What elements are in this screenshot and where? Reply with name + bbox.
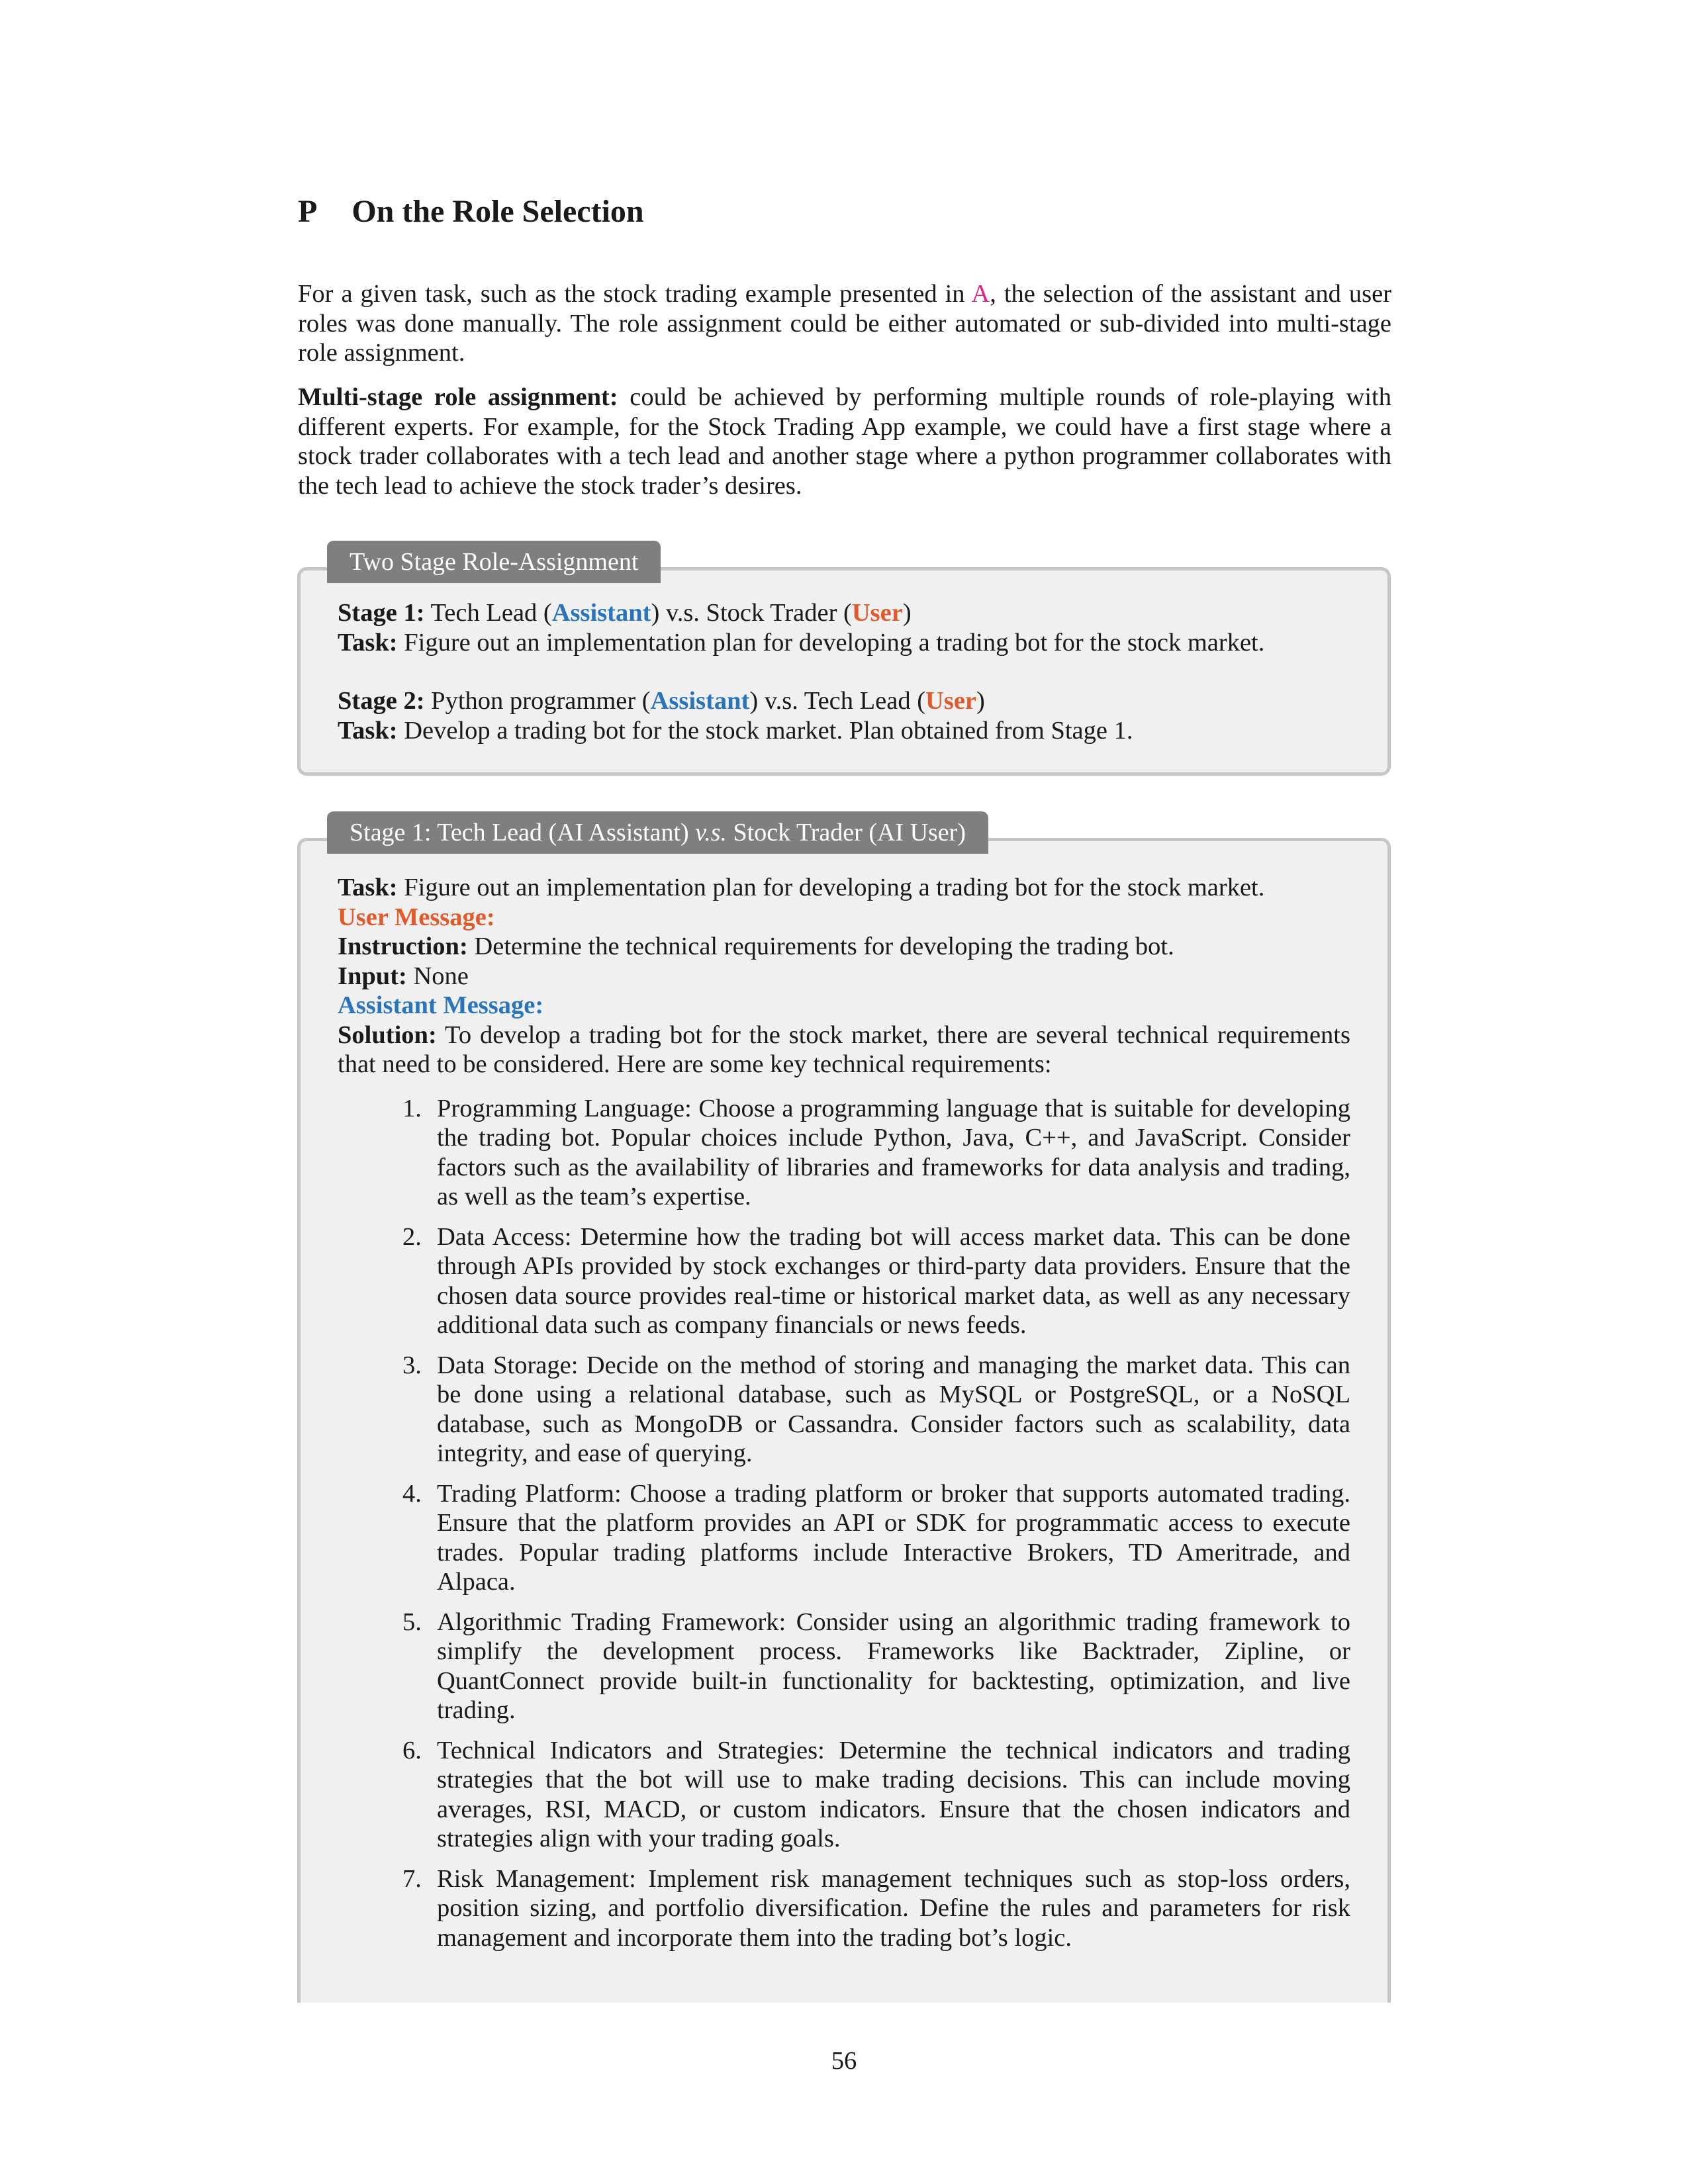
stage2-line bbox=[338, 686, 1350, 716]
input-label: Input: bbox=[338, 962, 407, 990]
list-item bbox=[402, 1479, 1350, 1597]
stage2-vs: ) v.s. Tech Lead ( bbox=[749, 687, 926, 715]
user-message-heading: User Message: bbox=[338, 903, 495, 931]
list-item bbox=[402, 1608, 1350, 1725]
stage2-close: ) bbox=[976, 687, 985, 715]
list-item-number: 7. bbox=[402, 1864, 422, 1893]
list-item-number: 5. bbox=[402, 1608, 422, 1636]
dialogue-task-label: Task: bbox=[338, 874, 398, 901]
intro-text-end: , the selection of the assistant and user roles was done manually. The role assignment could be either automated or sub-divided into multi-stage role assignment. bbox=[298, 280, 1391, 367]
list-item-number: 4. bbox=[402, 1479, 422, 1508]
dialogue-task bbox=[338, 873, 1350, 903]
stage1-assistant: Assistant bbox=[551, 599, 651, 627]
input-text: None bbox=[406, 962, 469, 990]
stage1-task-label: Task: bbox=[338, 628, 398, 657]
stage2-assistant: Assistant bbox=[650, 687, 750, 715]
stage1-role-a: Tech Lead ( bbox=[424, 599, 552, 627]
list-item-text: Data Access: Determine how the trading bot will access market data. This can be done through APIs provided by stock exchanges or third-party data providers. Ensure that the chosen data source provides real-time or historical market data, as well as any necessary additional data such as company financials or news feeds. bbox=[437, 1222, 1350, 1339]
stage1-task-text: Figure out an implementation plan for developing a trading bot for the stock market. bbox=[397, 628, 1265, 657]
stage1-user: User bbox=[851, 599, 903, 627]
list-item-text: Trading Platform: Choose a trading platform or broker that supports automated trading. Ensure that the platform provides an API or SDK for programmatic access to execute trades. Popular trading platforms include Interactive Brokers, TD Ameritrade, and Alpaca. bbox=[437, 1479, 1350, 1596]
intro-paragraph bbox=[298, 279, 1391, 368]
list-item-text: Risk Management: Implement risk management techniques such as stop-loss orders, position sizing, and portfolio diversification. Define the rules and parameters for risk management and incorporate them into the trading bot’s logic. bbox=[437, 1864, 1350, 1952]
section-title: On the Role Selection bbox=[352, 194, 644, 229]
stage2-task bbox=[338, 716, 1350, 746]
two-stage-box-title: Two Stage Role-Assignment bbox=[327, 541, 661, 583]
list-item-number: 3. bbox=[402, 1351, 422, 1379]
solution-line bbox=[338, 1021, 1350, 1079]
multistage-text: could be achieved by performing multiple rounds of role-playing with different experts. For example, for the Stock Trading App example, we could have a first stage where a stock trader collaborates with a tech lead and another stage where a python programmer collaborates with the tech lead to achieve the stock trader’s desires. bbox=[298, 383, 1392, 500]
section-heading bbox=[298, 193, 644, 230]
requirements-list bbox=[338, 1094, 1350, 1953]
list-item-text: Data Storage: Decide on the method of storing and managing the market data. This can be done using a relational database, such as MySQL or PostgreSQL, or a NoSQL database, such as MongoDB or Cassandra. Consider factors such as scalability, data integrity, and ease of querying. bbox=[437, 1351, 1350, 1467]
input-line bbox=[338, 962, 1350, 991]
two-stage-box-body bbox=[338, 598, 1350, 745]
stage2-user: User bbox=[925, 687, 976, 715]
box2-title-vs: v.s. bbox=[695, 819, 727, 846]
list-item bbox=[402, 1736, 1350, 1854]
stage1-close: ) bbox=[902, 599, 912, 627]
solution-text: To develop a trading bot for the stock market, there are several technical requirements that need to be considered. Here are some key technical requirements: bbox=[338, 1021, 1350, 1078]
box2-title-b: Stock Trader (AI User) bbox=[727, 819, 966, 846]
section-letter: P bbox=[298, 194, 318, 229]
stage2-role-a: Python programmer ( bbox=[424, 687, 651, 715]
list-item bbox=[402, 1351, 1350, 1469]
list-item-number: 2. bbox=[402, 1222, 422, 1251]
list-item-text: Technical Indicators and Strategies: Determine the technical indicators and trading strategies that the bot will use to make trading decisions. This can include moving averages, RSI, MACD, or custom indicators. Ensure that the chosen indicators and strategies align with your trading goals. bbox=[437, 1736, 1350, 1852]
box2-title-a: Stage 1: Tech Lead (AI Assistant) bbox=[350, 819, 696, 846]
instruction-label: Instruction: bbox=[338, 933, 468, 960]
stage1-dialogue-box bbox=[297, 819, 1391, 2003]
multistage-paragraph bbox=[298, 383, 1391, 500]
instruction-text: Determine the technical requirements for developing the trading bot. bbox=[467, 933, 1174, 960]
page-number: 56 bbox=[831, 2047, 857, 2075]
intro-text-start: For a given task, such as the stock trading example presented in bbox=[298, 280, 972, 308]
stage1-dialogue-box-title bbox=[327, 811, 988, 854]
list-item bbox=[402, 1864, 1350, 1953]
list-item-number: 6. bbox=[402, 1736, 422, 1764]
list-item-number: 1. bbox=[402, 1094, 422, 1122]
list-item bbox=[402, 1222, 1350, 1340]
appendix-link[interactable]: A bbox=[971, 280, 990, 308]
list-item-text: Programming Language: Choose a programming language that is suitable for developing the trading bot. Popular choices include Python, Java, C++, and JavaScript. Consider factors such as the availability of libraries and frameworks for data analysis and trading, as well as the team’s expertise. bbox=[437, 1094, 1350, 1210]
dialogue-task-text: Figure out an implementation plan for developing a trading bot for the stock market. bbox=[397, 874, 1265, 901]
stage2-task-label: Task: bbox=[338, 716, 398, 745]
stage1-vs: ) v.s. Stock Trader ( bbox=[651, 599, 852, 627]
multistage-label: Multi-stage role assignment: bbox=[298, 383, 618, 411]
instruction-line bbox=[338, 932, 1350, 962]
list-item-text: Algorithmic Trading Framework: Consider using an algorithmic trading framework to simplify the development process. Frameworks like Backtrader, Zipline, or QuantConnect provide built-in functionality for backtesting, optimization, and live trading. bbox=[437, 1608, 1350, 1724]
assistant-message-heading: Assistant Message: bbox=[338, 991, 544, 1019]
solution-label: Solution: bbox=[338, 1021, 437, 1049]
stage1-line bbox=[338, 598, 1350, 628]
stage2-task-text: Develop a trading bot for the stock market. Plan obtained from Stage 1. bbox=[397, 716, 1133, 745]
list-item bbox=[402, 1094, 1350, 1212]
stage1-label: Stage 1: bbox=[338, 599, 425, 627]
two-stage-box bbox=[297, 548, 1391, 776]
stage2-label: Stage 2: bbox=[338, 687, 425, 715]
stage1-dialogue-body bbox=[338, 873, 1350, 1963]
stage1-task bbox=[338, 628, 1350, 658]
